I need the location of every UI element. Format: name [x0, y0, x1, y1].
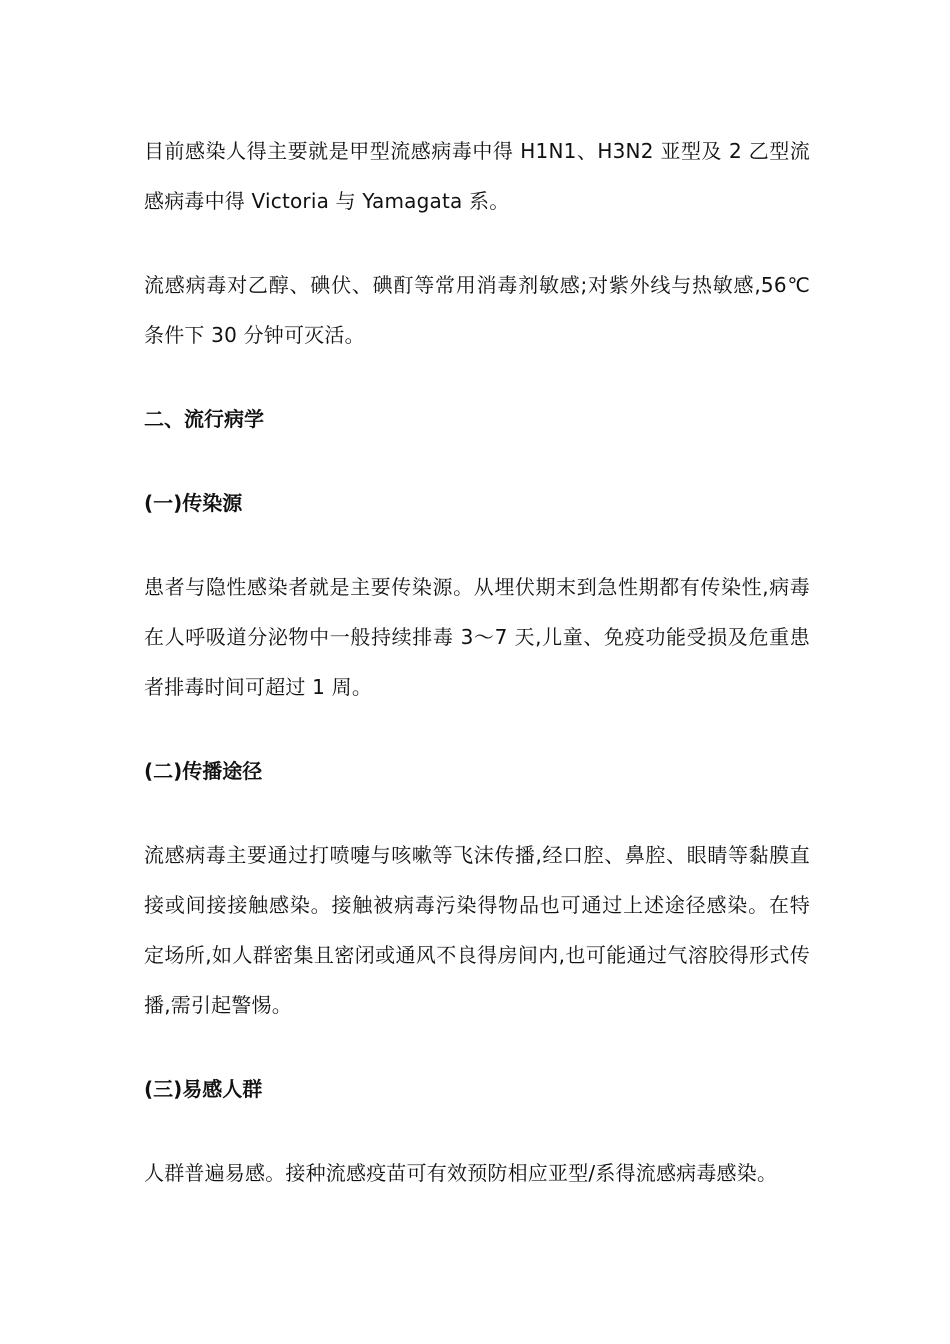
subheading-infection-source: (一)传染源	[144, 491, 243, 515]
paragraph-susceptible-population: 人群普遍易感。接种流感疫苗可有效预防相应亚型/系得流感病毒感染。	[144, 1161, 778, 1185]
paragraph-disinfection: 流感病毒对乙醇、碘伏、碘酊等常用消毒剂敏感;对紫外线与热敏感,56℃条件下 30 分钟可灭活。	[144, 273, 810, 347]
subheading-susceptible-population: (三)易感人群	[144, 1077, 263, 1101]
section-heading-epidemiology: 二、流行病学	[144, 407, 264, 431]
paragraph-transmission-route: 流感病毒主要通过打喷嚏与咳嗽等飞沫传播,经口腔、鼻腔、眼睛等黏膜直接或间接接触感染。接触被病毒污染得物品也可通过上述途径感染。在特定场所,如人群密集且密闭或通风不良得房间内,也可能通过气溶胶得形式传播,需引起警惕。	[144, 843, 810, 1017]
subheading-transmission-route: (二)传播途径	[144, 759, 263, 783]
document-page	[144, 0, 810, 1198]
paragraph-virus-types: 目前感染人得主要就是甲型流感病毒中得 H1N1、H3N2 亚型及 2 乙型流感病毒中得 Victoria 与 Yamagata 系。	[144, 139, 810, 213]
paragraph-infection-source: 患者与隐性感染者就是主要传染源。从埋伏期末到急性期都有传染性,病毒在人呼吸道分泌物中一般持续排毒 3～7 天,儿童、免疫功能受损及危重患者排毒时间可超过 1 周。	[144, 575, 810, 699]
